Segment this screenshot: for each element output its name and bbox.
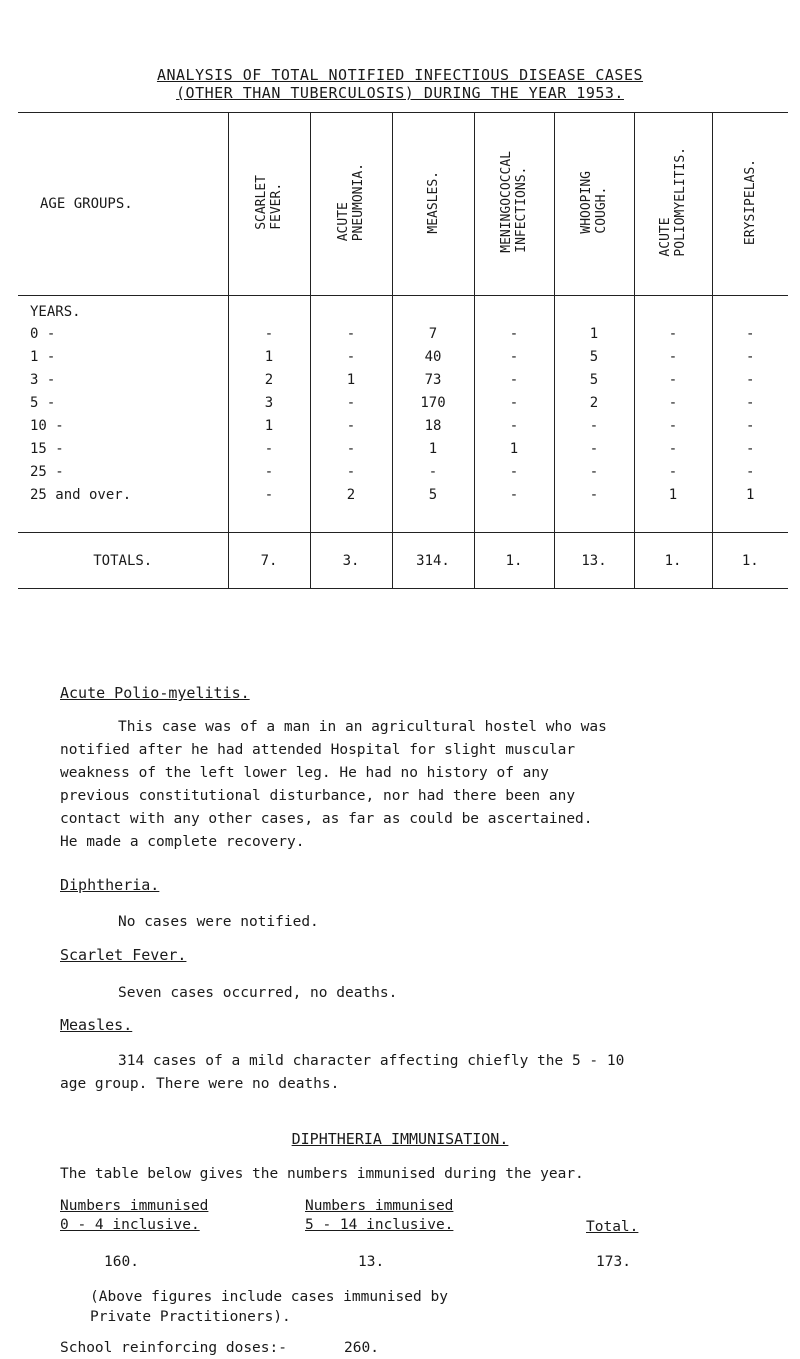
column-header-acute-pneumonia: ACUTE PNEUMONIA. (310, 113, 392, 296)
value-cell: - (474, 322, 554, 345)
value-cell: 1 (634, 483, 712, 506)
value-cell: 40 (392, 345, 474, 368)
value-cell: 1 (392, 437, 474, 460)
value-cell: - (634, 391, 712, 414)
total-cell: 1. (474, 533, 554, 589)
value-cell: - (310, 391, 392, 414)
value-cell: 2 (310, 483, 392, 506)
total-cell: 1. (634, 533, 712, 589)
age-cell: 10 - (30, 417, 64, 434)
age-cell: 5 - (30, 394, 56, 411)
age-cell: 1 - (30, 348, 56, 365)
value-cell: - (474, 414, 554, 437)
text-line: age group. There were no deaths. (60, 1076, 340, 1092)
column-header-acute-poliomyelitis: ACUTE POLIOMYELITIS. (634, 113, 712, 296)
value-cell: - (310, 345, 392, 368)
value-cell: - (634, 345, 712, 368)
total-cell: 13. (554, 533, 634, 589)
value-cell: - (634, 460, 712, 483)
value-cell: - (712, 322, 788, 345)
age-cell: 0 - (30, 325, 56, 342)
value-cell: - (554, 437, 634, 460)
value-cell: 1 (310, 368, 392, 391)
table-row (18, 368, 788, 391)
value-cell: 5 (392, 483, 474, 506)
value-cell: 2 (554, 391, 634, 414)
value-cell: - (474, 460, 554, 483)
measles-paragraph (60, 1050, 780, 1096)
value-cell: 2 (228, 368, 310, 391)
disease-cases-table (18, 112, 788, 589)
text-line: previous constitutional disturbance, nor had there been any (60, 788, 576, 804)
text-line: weakness of the left lower leg. He had no history of any (60, 765, 549, 781)
table-row (18, 460, 788, 483)
polio-heading: Acute Polio-myelitis. (60, 684, 250, 702)
value-cell: 7 (392, 322, 474, 345)
column-header-erysipelas: ERYSIPELAS. (712, 113, 788, 296)
value-cell: - (634, 437, 712, 460)
value-cell: 18 (392, 414, 474, 437)
value-cell: 1 (554, 322, 634, 345)
value-cell: 5 (554, 345, 634, 368)
age-groups-header: AGE GROUPS. (18, 113, 228, 296)
value-cell: - (634, 368, 712, 391)
immunised-5-14-header: Numbers immunised 5 - 14 inclusive. (305, 1198, 454, 1233)
text-line: This case was of a man in an agricultural hostel who was (118, 719, 607, 735)
age-cell: 25 and over. (30, 486, 132, 503)
value-cell: - (310, 437, 392, 460)
immunisation-intro: The table below gives the numbers immunised during the year. (60, 1166, 584, 1182)
value-cell: - (554, 483, 634, 506)
value-cell: - (554, 414, 634, 437)
diphtheria-text: No cases were notified. (118, 914, 319, 930)
value-cell: 170 (392, 391, 474, 414)
immunised-total-value: 173. (596, 1254, 631, 1270)
value-cell: - (392, 460, 474, 483)
value-cell: - (228, 322, 310, 345)
value-cell: - (474, 345, 554, 368)
value-cell: 1 (228, 414, 310, 437)
polio-paragraph (60, 716, 780, 854)
age-cell: 3 - (30, 371, 56, 388)
column-header-scarlet-fever: SCARLET FEVER. (228, 113, 310, 296)
value-cell: 1 (712, 483, 788, 506)
value-cell: - (228, 483, 310, 506)
table-header-row (18, 113, 788, 296)
scarlet-fever-heading: Scarlet Fever. (60, 946, 187, 964)
diphtheria-heading: Diphtheria. (60, 876, 160, 894)
column-header-meningococcal: MENINGOCOCCAL INFECTIONS. (474, 113, 554, 296)
table-row (18, 322, 788, 345)
immunisation-note-2: Private Practitioners). (90, 1309, 291, 1325)
reinforcing-doses-label: School reinforcing doses:- (60, 1340, 287, 1356)
table-row (18, 345, 788, 368)
value-cell: 3 (228, 391, 310, 414)
immunised-0-4-value: 160. (104, 1254, 139, 1270)
total-cell: 7. (228, 533, 310, 589)
immunisation-heading: DIPHTHERIA IMMUNISATION. (291, 1130, 509, 1148)
years-label: YEARS. (30, 304, 81, 320)
value-cell: - (712, 345, 788, 368)
title-line-1: ANALYSIS OF TOTAL NOTIFIED INFECTIOUS DISEASE CASES (156, 66, 644, 84)
value-cell: - (712, 368, 788, 391)
table-row (18, 483, 788, 506)
value-cell: - (228, 460, 310, 483)
page-subtitle (0, 84, 800, 102)
measles-heading: Measles. (60, 1016, 133, 1034)
table-row (18, 437, 788, 460)
value-cell: - (634, 322, 712, 345)
value-cell: 1 (228, 345, 310, 368)
value-cell: - (554, 460, 634, 483)
scarlet-fever-text: Seven cases occurred, no deaths. (118, 985, 398, 1001)
value-cell: - (634, 414, 712, 437)
value-cell: 1 (474, 437, 554, 460)
total-cell: 314. (392, 533, 474, 589)
totals-row (18, 533, 788, 589)
value-cell: 73 (392, 368, 474, 391)
value-cell: - (310, 414, 392, 437)
reinforcing-doses-value: 260. (344, 1340, 379, 1356)
value-cell: - (474, 368, 554, 391)
text-line: notified after he had attended Hospital for slight muscular (60, 742, 576, 758)
text-line: contact with any other cases, as far as could be ascertained. (60, 811, 593, 827)
value-cell: - (712, 460, 788, 483)
value-cell: - (474, 391, 554, 414)
value-cell: 5 (554, 368, 634, 391)
column-header-measles: MEASLES. (392, 113, 474, 296)
value-cell: - (712, 437, 788, 460)
text-line: He made a complete recovery. (60, 834, 305, 850)
text-line: 314 cases of a mild character affecting chiefly the 5 - 10 (118, 1053, 625, 1069)
value-cell: - (712, 414, 788, 437)
age-cell: 15 - (30, 440, 64, 457)
age-cell: 25 - (30, 463, 64, 480)
totals-label: TOTALS. (18, 533, 228, 589)
value-cell: - (712, 391, 788, 414)
value-cell: - (228, 437, 310, 460)
table-row (18, 414, 788, 437)
immunisation-note-1: (Above figures include cases immunised by (90, 1289, 448, 1305)
table-row (18, 391, 788, 414)
total-cell: 1. (712, 533, 788, 589)
immunised-5-14-value: 13. (358, 1254, 385, 1270)
total-header: Total. (586, 1219, 639, 1235)
title-line-2: (OTHER THAN TUBERCULOSIS) DURING THE YEAR 1953. (176, 84, 624, 102)
total-cell: 3. (310, 533, 392, 589)
column-header-whooping-cough: WHOOPING COUGH. (554, 113, 634, 296)
immunised-0-4-header: Numbers immunised 0 - 4 inclusive. (60, 1198, 209, 1233)
value-cell: - (310, 460, 392, 483)
value-cell: - (310, 322, 392, 345)
page-title (0, 66, 800, 84)
value-cell: - (474, 483, 554, 506)
